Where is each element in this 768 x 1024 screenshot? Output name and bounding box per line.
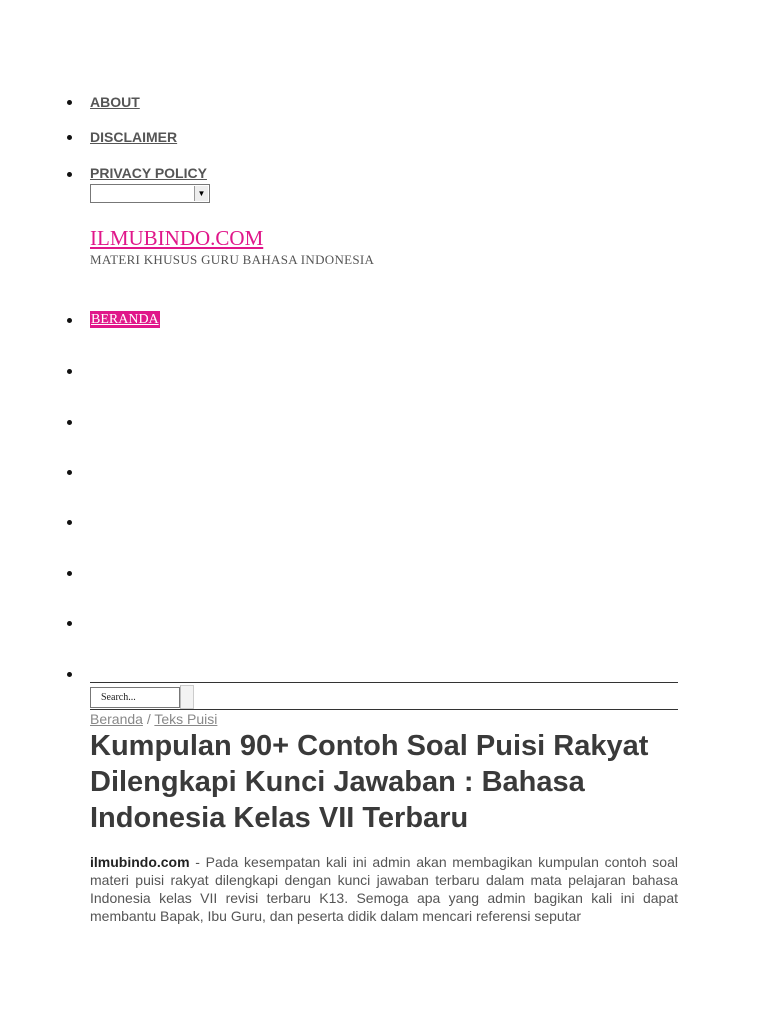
bullet-icon — [67, 100, 72, 105]
top-menu-item-privacy-policy — [0, 164, 400, 182]
breadcrumb-current-link[interactable]: Teks Puisi — [154, 711, 218, 727]
nav-item-empty — [67, 420, 72, 425]
search-input[interactable]: Search... — [90, 687, 180, 708]
breadcrumb-home-link[interactable]: Beranda — [90, 711, 143, 727]
top-menu-item-about — [0, 93, 400, 111]
menu-select[interactable] — [90, 184, 210, 203]
post-intro — [90, 853, 678, 925]
search-bar — [90, 682, 678, 710]
nav-item-empty — [67, 520, 72, 525]
bullet-icon — [67, 135, 72, 140]
disclaimer-link[interactable]: DISCLAIMER — [90, 129, 178, 145]
bullet-icon — [67, 318, 72, 323]
about-link[interactable]: ABOUT — [90, 94, 140, 110]
nav-item-beranda[interactable]: BERANDA — [91, 312, 159, 327]
post-title: Kumpulan 90+ Contoh Soal Puisi Rakyat Dilengkapi Kunci Jawaban : Bahasa Indonesia Kelas VII Terbaru — [90, 730, 649, 834]
breadcrumb — [90, 711, 217, 727]
site-description: MATERI KHUSUS GURU BAHASA INDONESIA — [90, 252, 375, 267]
bullet-icon — [67, 172, 72, 177]
top-menu-item-disclaimer — [0, 128, 400, 146]
privacy-policy-link[interactable]: PRIVACY POLICY — [90, 165, 207, 181]
breadcrumb-separator: / — [146, 711, 151, 727]
site-title-link[interactable]: ILMUBINDO.COM — [90, 226, 264, 250]
nav-item-empty — [67, 470, 72, 475]
post-intro-site: ilmubindo.com — [90, 854, 190, 870]
nav-item-empty — [67, 672, 72, 677]
nav-item-empty — [67, 621, 72, 626]
search-button[interactable] — [180, 685, 194, 709]
chevron-down-icon[interactable]: ▼ — [194, 186, 208, 201]
post-intro-text: - Pada kesempatan kali ini admin akan membagikan kumpulan contoh soal materi puisi rakyat dilengkapi dengan kunci jawaban terbaru dalam mata pelajaran bahasa Indonesia kelas VII revisi terbaru K13. Semoga apa yang admin bagikan kali ini dapat membantu Bapak, Ibu Guru, dan peserta didik dalam mencari referensi seputar — [90, 854, 678, 924]
nav-item-empty — [67, 571, 72, 576]
nav-item-empty — [67, 369, 72, 374]
